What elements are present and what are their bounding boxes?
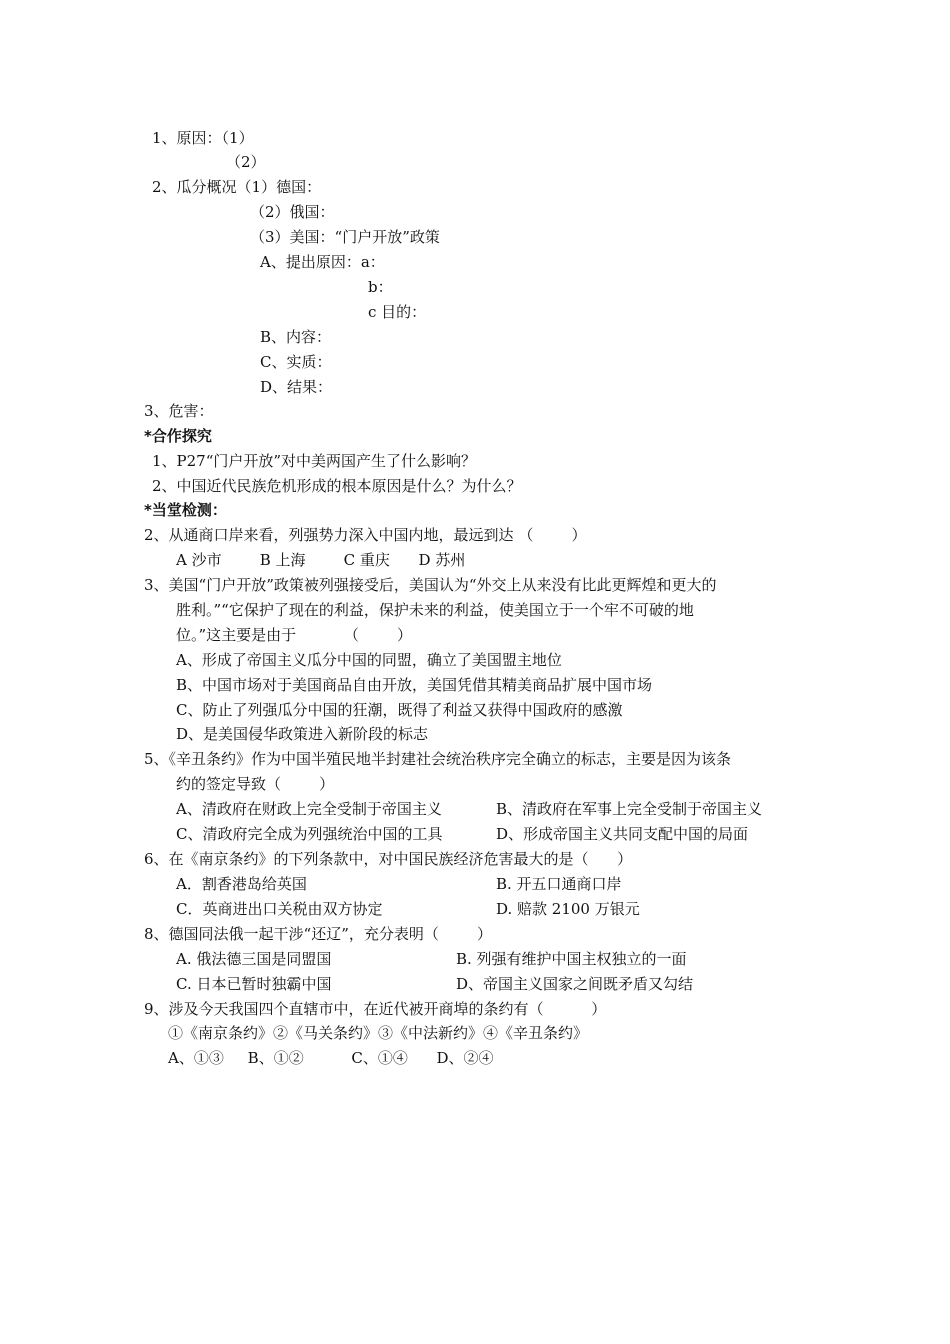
outline-partition-russia: （2）俄国：	[250, 203, 335, 221]
question-6-option-b: B. 开五口通商口岸	[496, 875, 622, 893]
question-5-option-a: A、清政府在财政上完全受制于帝国主义	[176, 800, 442, 818]
explore-heading: *合作探究	[144, 427, 212, 445]
question-5-option-b: B、清政府在军事上完全受制于帝国主义	[496, 800, 763, 818]
question-6-option-c: C．英商进出口关税由双方协定	[176, 900, 383, 918]
explore-question-2: 2、中国近代民族危机形成的根本原因是什么？为什么？	[152, 477, 522, 495]
question-5-option-c: C、清政府完全成为列强统治中国的工具	[176, 825, 443, 843]
question-5-stem-line-1: 5、《辛丑条约》作为中国半殖民地半封建社会统治秩序完全确立的标志，主要是因为该条	[144, 750, 732, 768]
question-3-option-b: B、中国市场对于美国商品自由开放，美国凭借其精美商品扩展中国市场	[176, 676, 653, 694]
question-3-stem-line-2: 胜利。”“它保护了现在的利益，保护未来的利益，使美国立于一个牢不可破的地	[176, 601, 694, 619]
question-9-options: A、①③ B、①② C、①④ D、②④	[168, 1049, 494, 1067]
question-6-option-a: A．割香港岛给英国	[176, 875, 307, 893]
outline-usa-result: D、结果：	[260, 378, 333, 396]
explore-question-1: 1、P27“门户开放”对中美两国产生了什么影响？	[152, 452, 477, 470]
question-3-stem-line-1: 3、美国“门户开放”政策被列强接受后，美国认为“外交上从来没有比此更辉煌和更大的	[144, 576, 717, 594]
question-8-option-d: D、帝国主义国家之间既矛盾又勾结	[456, 975, 694, 993]
question-6-option-d: D. 赔款 2100 万银元	[496, 900, 640, 918]
outline-usa-purpose: c 目的：	[368, 303, 427, 321]
outline-usa-reason-b: b：	[368, 278, 393, 296]
question-8-option-c: C. 日本已暂时独霸中国	[176, 975, 332, 993]
question-2-options: A 沙市 B 上海 C 重庆 D 苏州	[176, 551, 466, 569]
question-8-stem: 8、德国同法俄一起干涉“还辽”，充分表明（ ）	[144, 925, 493, 943]
outline-usa-essence: C、实质：	[260, 353, 332, 371]
outline-partition-germany: 2、瓜分概况（1）德国：	[152, 178, 322, 196]
question-3-option-a: A、形成了帝国主义瓜分中国的同盟，确立了美国盟主地位	[176, 651, 562, 669]
outline-usa-content: B、内容：	[260, 328, 332, 346]
outline-reason-1: 1、原因：（1）	[152, 129, 254, 147]
question-9-items: ①《南京条约》②《马关条约》③《中法新约》④《辛丑条约》	[168, 1024, 589, 1042]
outline-reason-2: （2）	[226, 153, 266, 171]
question-3-stem-line-3: 位。”这主要是由于 （ ）	[176, 626, 412, 644]
outline-partition-usa: （3）美国：“门户开放”政策	[250, 228, 440, 246]
question-3-option-c: C、防止了列强瓜分中国的狂潮，既得了利益又获得中国政府的感激	[176, 701, 623, 719]
question-3-option-d: D、是美国侵华政策进入新阶段的标志	[176, 725, 429, 743]
question-9-stem: 9、涉及今天我国四个直辖市中，在近代被开商埠的条约有（ ）	[144, 1000, 607, 1018]
question-2-stem: 2、从通商口岸来看，列强势力深入中国内地，最远到达 （ ）	[144, 526, 587, 544]
outline-usa-reason-a: A、提出原因：a：	[260, 253, 385, 271]
question-8-option-a: A. 俄法德三国是同盟国	[176, 950, 332, 968]
test-heading: *当堂检测：	[144, 501, 227, 519]
question-6-stem: 6、在《南京条约》的下列条款中，对中国民族经济危害最大的是（ ）	[144, 850, 633, 868]
outline-harm: 3、危害：	[144, 402, 214, 420]
question-5-option-d: D、形成帝国主义共同支配中国的局面	[496, 825, 749, 843]
question-5-stem-line-2: 约的签定导致（ ）	[176, 775, 335, 793]
question-8-option-b: B. 列强有维护中国主权独立的一面	[456, 950, 687, 968]
